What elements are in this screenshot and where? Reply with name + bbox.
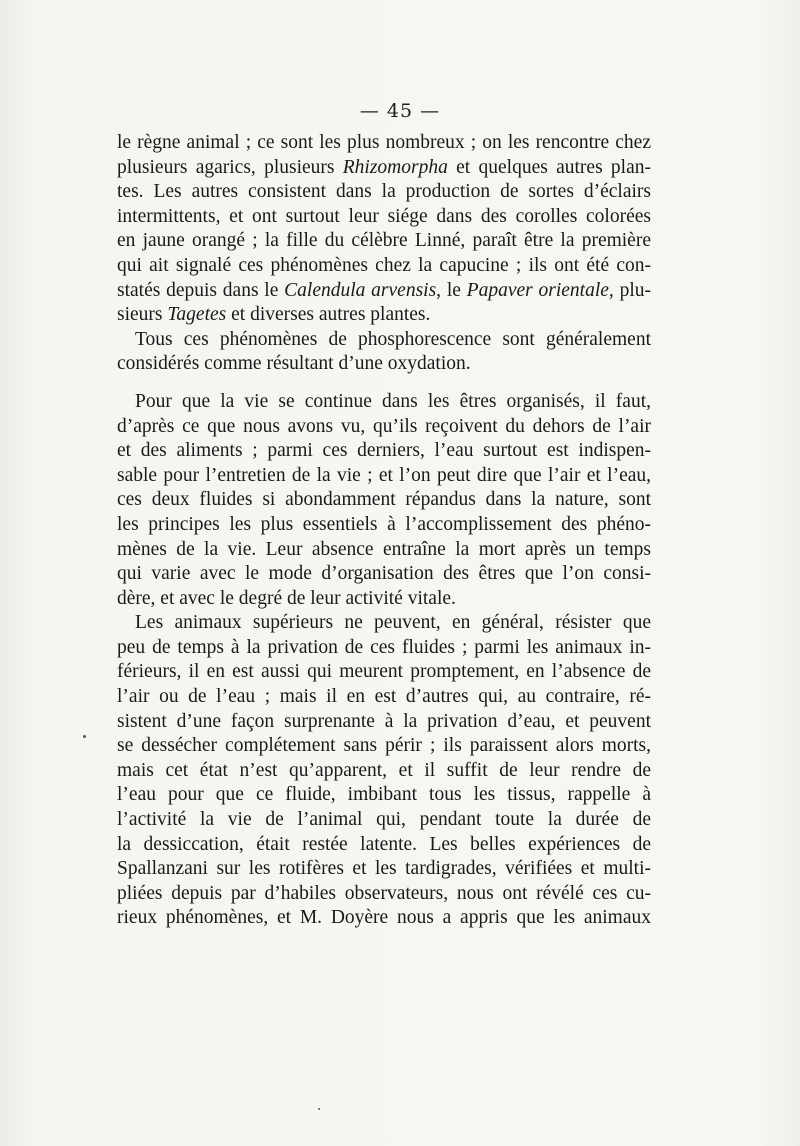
text-line: le règne animal ; ce sont les plus nombreux ; on les rencontre chez — [117, 132, 651, 153]
text-line: Les animaux supérieurs ne peuvent, en général, résister que — [135, 612, 651, 634]
text-line: considérés comme résultant d’une oxydation. — [117, 353, 471, 375]
text-line: l’eau pour que ce fluide, imbibant tous les tissus, rappelle à — [117, 784, 651, 806]
text-line: sistent d’une façon surprenante à la privation d’eau, et peuvent — [117, 710, 651, 732]
text-line: tes. Les autres consistent dans la production de sortes d’éclairs — [117, 181, 651, 203]
text-line: sieurs Tagetes et diverses autres plantes. — [117, 304, 431, 326]
text-line: en jaune orangé ; la fille du célèbre Linné, paraît être la première — [117, 230, 651, 252]
text-line: se dessécher complétement sans périr ; ils paraissent alors morts, — [117, 735, 651, 757]
text-line: Pour que la vie se continue dans les êtres organisés, il faut, — [135, 390, 651, 412]
paragraph-1 — [117, 131, 651, 328]
page-number: — 45 — — [359, 100, 441, 122]
text-line: férieurs, il en est aussi qui meurent promptement, en l’absence de — [117, 661, 651, 683]
italic-term: Papaver orientale, — [466, 279, 614, 301]
text-line: qui ait signalé ces phénomènes chez la capucine ; ils ont été con- — [117, 254, 651, 276]
text-line: peu de temps à la privation de ces fluides ; parmi les animaux in- — [117, 636, 651, 658]
ink-speck — [318, 1108, 320, 1110]
text-line: pliées depuis par d’habiles observateurs, nous ont révélé ces cu- — [117, 882, 651, 904]
paragraph-gap — [117, 377, 651, 390]
paragraph-4 — [117, 611, 651, 931]
italic-term: Rhizomorpha — [342, 156, 448, 178]
paragraph-2 — [117, 328, 651, 377]
text-line: qui varie avec le mode d’organisation des êtres que l’on consi- — [117, 563, 651, 585]
text-line: la dessiccation, était restée latente. Les belles expériences de — [117, 833, 651, 855]
text-line: plusieurs agarics, plusieurs Rhizomorpha et quelques autres plan- — [117, 156, 651, 178]
text-line: sable pour l’entretien de la vie ; et l’on peut dire que l’air et l’eau, — [117, 464, 651, 486]
text-line: les principes les plus essentiels à l’accomplissement des phéno- — [117, 513, 651, 535]
body-text — [117, 131, 651, 931]
text-line: Spallanzani sur les rotifères et les tardigrades, vérifiées et multi- — [117, 858, 651, 880]
text-line: statés depuis dans le Calendula arvensis, le Papaver orientale, plu- — [117, 279, 651, 301]
text-line: mais cet état n’est qu’apparent, et il suffit de leur rendre de — [117, 759, 651, 781]
text-line: dère, et avec le degré de leur activité vitale. — [117, 587, 456, 609]
text-line: Tous ces phénomènes de phosphorescence sont généralement — [135, 328, 651, 350]
italic-term: Tagetes — [167, 304, 227, 326]
text-line: l’activité la vie de l’animal qui, pendant toute la durée de — [117, 809, 651, 831]
text-line: mènes de la vie. Leur absence entraîne la mort après un temps — [117, 538, 651, 560]
italic-term: Calendula arvensis — [284, 279, 437, 301]
text-line: l’air ou de l’eau ; mais il en est d’autres qui, au contraire, ré- — [117, 686, 651, 708]
text-line: et des aliments ; parmi ces derniers, l’eau surtout est indispen- — [117, 440, 651, 462]
text-line: d’après ce que nous avons vu, qu’ils reçoivent du dehors de l’air — [117, 415, 651, 437]
text-line: rieux phénomènes, et M. Doyère nous a appris que les animaux — [117, 907, 651, 929]
paragraph-3 — [117, 390, 651, 611]
text-line: intermittents, et ont surtout leur siége dans des corolles colorées — [117, 205, 651, 227]
ink-speck — [83, 735, 86, 738]
text-line: ces deux fluides si abondamment répandus dans la nature, sont — [117, 489, 651, 511]
